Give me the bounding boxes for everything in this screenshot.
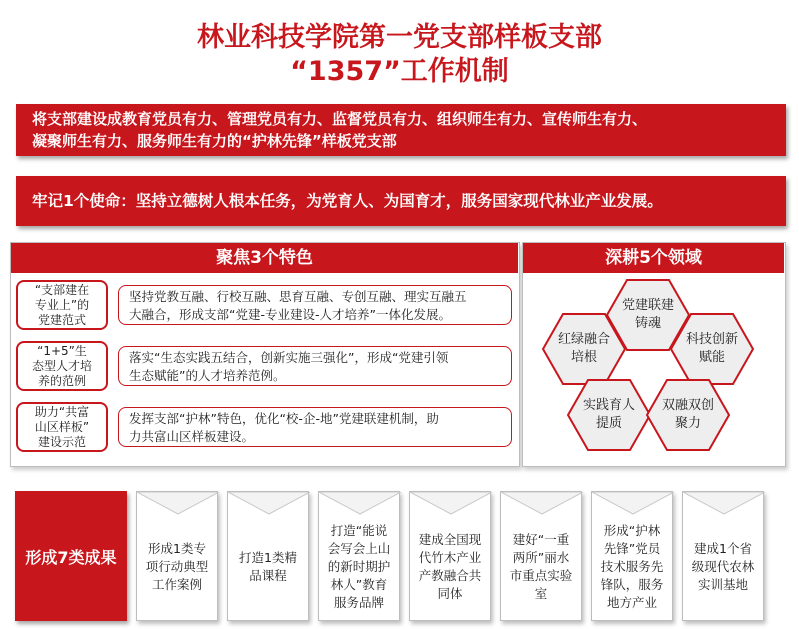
field-hex-4: 实践育人 提质: [566, 378, 652, 452]
feature-text-1: 坚持党教互融、行校互融、思育互融、专创互融、理实互融五 大融合，形成支部“党建-专业建设-人才培养”一体化发展。: [118, 285, 512, 325]
goal-banner: [16, 104, 786, 156]
feature-label-2: “1+5”生 态型人才培 养的范例: [16, 341, 108, 391]
page-title: 林业科技学院第一党支部样板支部: [197, 22, 602, 53]
page-subtitle: “1357”工作机制: [290, 56, 509, 87]
field-hex-5: 双融双创 聚力: [645, 378, 731, 452]
fields-header: 深耕5个领域: [523, 243, 784, 273]
field-hex-1: 党建联建 铸魂: [605, 278, 691, 352]
result-card-2: 打造1类精 品课程: [227, 491, 309, 621]
result-card-7: 建成1个省 级现代农林 实训基地: [682, 491, 764, 621]
goal-line-1: 将支部建设成教育党员有力、管理党员有力、监督党员有力、组织师生有力、宣传师生有力、: [32, 110, 648, 128]
goal-line-2: 凝聚师生有力、服务师生有力的“护林先锋”样板党支部: [32, 132, 397, 150]
result-card-3: 打造“能说 会写会上山 的新时期护 林人”教育 服务品牌: [318, 491, 400, 621]
feature-text-3: 发挥支部“护林”特色，优化“校-企-地”党建联建机制，助 力共富山区样板建设。: [118, 407, 512, 447]
field-hex-2: 红绿融合 培根: [541, 312, 627, 386]
field-hex-3: 科技创新 赋能: [669, 312, 755, 386]
features-header: 聚焦3个特色: [11, 243, 518, 273]
mission-banner: 牢记1个使命：坚持立德树人根本任务，为党育人、为国育才，服务国家现代林业产业发展。: [16, 176, 786, 226]
result-card-5: 建好“一重 两所”丽水 市重点实验 室: [500, 491, 582, 621]
result-card-4: 建成全国现 代竹木产业 产教融合共 同体: [409, 491, 491, 621]
results-header: 形成7类成果: [15, 491, 127, 621]
feature-label-1: “支部建在 专业上”的 党建范式: [16, 280, 108, 330]
result-card-1: 形成1类专 项行动典型 工作案例: [136, 491, 218, 621]
feature-label-3: 助力“共富 山区样板” 建设示范: [16, 402, 108, 452]
result-card-6: 形成“护林 先锋”党员 技术服务先 锋队，服务 地方产业: [591, 491, 673, 621]
feature-text-2: 落实“生态实践五结合，创新实施三强化”，形成“党建引领 生态赋能”的人才培养范例。: [118, 346, 512, 386]
